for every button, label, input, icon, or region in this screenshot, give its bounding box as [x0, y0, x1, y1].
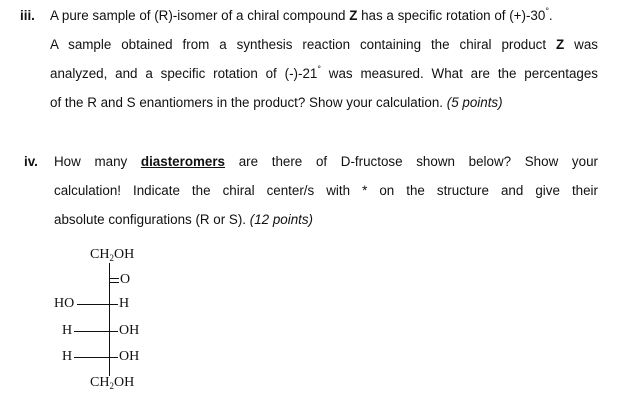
- backbone-line: [109, 263, 110, 376]
- diasteromers-term: diasteromers: [140, 154, 226, 169]
- c4-right-bond: [110, 331, 118, 332]
- q3-text: was: [564, 37, 598, 52]
- q3-text: .: [548, 8, 553, 23]
- c4-left-label: H: [62, 323, 73, 338]
- ch-text: CH: [90, 375, 110, 390]
- compound-z-label: Z: [349, 8, 358, 23]
- q4-points: (12 points): [249, 212, 314, 227]
- q3-text: has a specific rotation of (+)-30: [357, 8, 546, 23]
- c5-left-label: H: [62, 349, 73, 364]
- c4-right-label: OH: [119, 323, 140, 338]
- ch-text: CH: [90, 247, 110, 262]
- c3-left-bond: [77, 304, 109, 305]
- question-iv-number: iv.: [24, 154, 38, 169]
- c5-right-label: OH: [119, 349, 140, 364]
- oh-text: OH: [113, 375, 135, 390]
- carbonyl-bond-2: [110, 282, 119, 283]
- q3-points: (5 points): [446, 95, 503, 110]
- carbonyl-oxygen-label: O: [120, 272, 131, 287]
- subscript: 2: [109, 381, 114, 391]
- q4-text: are there of D-fructose shown below? Show your: [225, 154, 598, 169]
- c5-right-bond: [110, 357, 118, 358]
- q3-text: was measured. What are the percentages: [320, 66, 598, 81]
- question-iii-line-1: [50, 8, 553, 24]
- q4-text: How many: [54, 154, 141, 169]
- c3-left-label: HO: [54, 296, 75, 311]
- subscript: 2: [109, 253, 114, 263]
- q3-text: of the R and S enantiomers in the product? Show your calculation.: [50, 95, 447, 110]
- carbonyl-bond-1: [110, 278, 119, 279]
- q3-text: A sample obtained from a synthesis reaction containing the chiral product: [50, 37, 557, 52]
- question-iv-line-1: [54, 154, 598, 170]
- oh-text: OH: [113, 247, 135, 262]
- c3-right-label: H: [119, 296, 130, 311]
- q3-text: A pure sample of (R)-isomer of a chiral compound: [50, 8, 350, 23]
- question-iii-line-3: [50, 66, 598, 82]
- c5-left-bond: [74, 357, 109, 358]
- question-iv-line-2: calculation! Indicate the chiral center/s with * on the structure and give their: [54, 183, 598, 198]
- c4-left-bond: [74, 331, 109, 332]
- question-iii-line-4: [50, 95, 503, 111]
- top-ch2oh-label: [90, 247, 134, 263]
- question-iii-number: iii.: [20, 8, 35, 23]
- q3-text: analyzed, and a specific rotation of (-)-21: [50, 66, 318, 81]
- compound-z-label: Z: [556, 37, 565, 52]
- degree-sign: °: [317, 64, 321, 74]
- c3-right-bond: [110, 304, 118, 305]
- question-iv-line-3: [54, 212, 313, 228]
- q4-text: absolute configurations (R or S).: [54, 212, 250, 227]
- question-iii-line-2: [50, 37, 598, 53]
- bottom-ch2oh-label: [90, 375, 134, 391]
- degree-sign: °: [545, 6, 549, 16]
